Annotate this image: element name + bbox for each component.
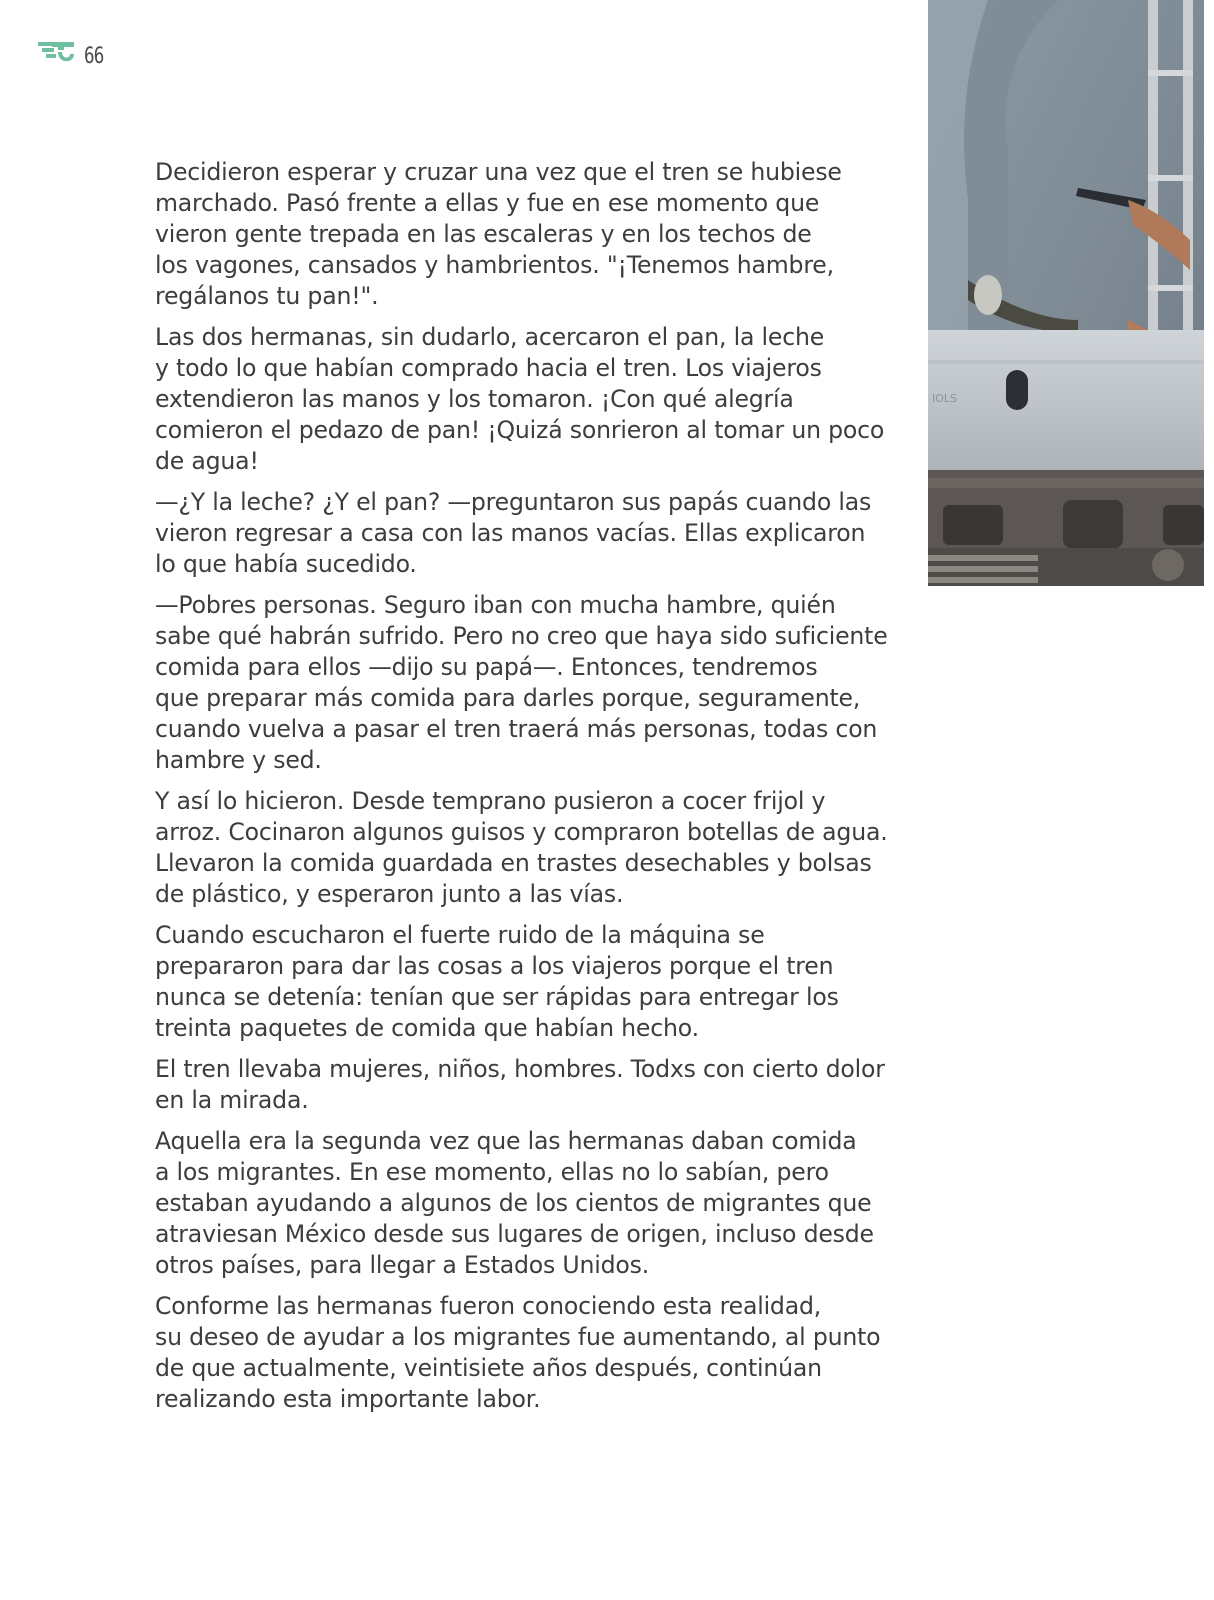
- paragraph: —¿Y la leche? ¿Y el pan? —preguntaron sus papás cuando las vieron regresar a casa con las manos vacías. Ellas explicaron lo que había sucedido.: [155, 488, 872, 578]
- paragraph: Cuando escucharon el fuerte ruido de la máquina se prepararon para dar las cosas a los viajeros porque el tren nunca se detenía: tenían que ser rápidas para entregar los treinta paquetes de comida que habían hecho.: [155, 921, 839, 1042]
- article-body: [155, 157, 915, 1425]
- photo-visible-text: IOLS: [932, 392, 958, 405]
- paragraph: Conforme las hermanas fueron conociendo esta realidad, su deseo de ayudar a los migrantes fue aumentando, al punto de que actualmente, veintisiete años después, continúan realizando esta importante labor.: [155, 1292, 881, 1413]
- paragraph: Aquella era la segunda vez que las hermanas daban comida a los migrantes. En ese momento, ellas no lo sabían, pero estaban ayudando a algunos de los cientos de migrantes que atraviesan México desde sus lugares de origen, incluso desde otros países, para llegar a Estados Unidos.: [155, 1127, 874, 1279]
- paragraph: Decidieron esperar y cruzar una vez que el tren se hubiese marchado. Pasó frente a ellas y fue en ese momento que vieron gente trepada en las escaleras y en los techos de los vagones, cansados y hambrientos. "¡Tenemos hambre, regálanos tu pan!".: [155, 158, 842, 310]
- paragraph: El tren llevaba mujeres, niños, hombres. Todxs con cierto dolor en la mirada.: [155, 1055, 885, 1114]
- paragraph: —Pobres personas. Seguro iban con mucha hambre, quién sabe qué habrán sufrido. Pero no creo que haya sido suficiente comida para ellos —dijo su papá—. Entonces, tendremos que preparar más comida para darles porque, seguramente, cuando vuelva a pasar el tren traerá más personas, todas con hambre y sed.: [155, 591, 888, 774]
- freight-train-ladder-photo: [928, 0, 1204, 586]
- page-header: [38, 40, 109, 72]
- book-logo-icon: [38, 40, 76, 72]
- paragraph: Y así lo hicieron. Desde temprano pusieron a cocer frijol y arroz. Cocinaron algunos guisos y compraron botellas de agua. Llevaron la comida guardada en trastes desechables y bolsas de plástico, y esperaron junto a las vías.: [155, 787, 888, 908]
- page-number: 66: [84, 43, 104, 69]
- paragraph: Las dos hermanas, sin dudarlo, acercaron el pan, la leche y todo lo que habían comprado hacia el tren. Los viajeros extendieron las manos y los tomaron. ¡Con qué alegría comieron el pedazo de pan! ¡Quizá sonrieron al tomar un poco de agua!: [155, 323, 885, 475]
